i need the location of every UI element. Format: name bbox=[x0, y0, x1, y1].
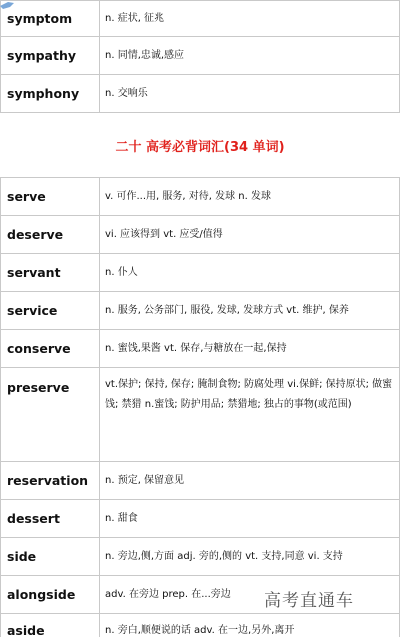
word-cell: aside bbox=[1, 614, 100, 637]
definition-cell: n. 症状, 征兆 bbox=[100, 1, 400, 37]
definition-cell: n. 蜜饯,果酱 vt. 保存,与糖放在一起,保持 bbox=[100, 330, 400, 368]
word-cell: sympathy bbox=[1, 37, 100, 75]
table-row bbox=[1, 292, 400, 330]
word-cell: symphony bbox=[1, 75, 100, 113]
definition-cell: n. 同情,忠诚,感应 bbox=[100, 37, 400, 75]
word-cell: side bbox=[1, 538, 100, 576]
vocab-table-main bbox=[0, 177, 400, 637]
definition-cell: n. 甜食 bbox=[100, 500, 400, 538]
word-cell: serve bbox=[1, 178, 100, 216]
definition-cell: n. 旁白,顺便说的话 adv. 在一边,另外,离开 bbox=[100, 614, 400, 637]
section-title: 二十 高考必背词汇(34 单词) bbox=[115, 139, 285, 155]
table-row bbox=[1, 75, 400, 113]
word-cell: dessert bbox=[1, 500, 100, 538]
table-row bbox=[1, 37, 400, 75]
vocab-table-top bbox=[0, 0, 400, 113]
table-row bbox=[1, 1, 400, 37]
table-row bbox=[1, 216, 400, 254]
table-row bbox=[1, 614, 400, 637]
table-row bbox=[1, 462, 400, 500]
word-cell: alongside bbox=[1, 576, 100, 614]
word-cell: symptom bbox=[1, 1, 100, 37]
table-row bbox=[1, 538, 400, 576]
word-cell: conserve bbox=[1, 330, 100, 368]
word-cell: deserve bbox=[1, 216, 100, 254]
word-cell: service bbox=[1, 292, 100, 330]
definition-cell: vt.保护; 保持, 保存; 腌制食物; 防腐处理 vi.保鲜; 保持原状; 做蜜饯; 禁猎 n.蜜饯; 防护用品; 禁猎地; 独占的事物(或范围) bbox=[100, 368, 400, 462]
table-row bbox=[1, 330, 400, 368]
word-cell: preserve bbox=[1, 368, 100, 462]
corner-mark-icon bbox=[0, 0, 14, 10]
definition-cell: n. 服务, 公务部门, 服役, 发球, 发球方式 vt. 维护, 保养 bbox=[100, 292, 400, 330]
definition-cell: vi. 应该得到 vt. 应受/值得 bbox=[100, 216, 400, 254]
word-cell: servant bbox=[1, 254, 100, 292]
table-row bbox=[1, 254, 400, 292]
table-row bbox=[1, 368, 400, 462]
table-row bbox=[1, 178, 400, 216]
definition-cell: n. 仆人 bbox=[100, 254, 400, 292]
definition-cell: v. 可作...用, 服务, 对待, 发球 n. 发球 bbox=[100, 178, 400, 216]
definition-cell: n. 预定, 保留意见 bbox=[100, 462, 400, 500]
definition-cell: n. 旁边,侧,方面 adj. 旁的,侧的 vt. 支持,同意 vi. 支持 bbox=[100, 538, 400, 576]
table-row bbox=[1, 500, 400, 538]
watermark-text: 高考直通车 bbox=[264, 591, 354, 611]
word-cell: reservation bbox=[1, 462, 100, 500]
definition-cell: adv. 在旁边 prep. 在...旁边 bbox=[100, 576, 400, 614]
definition-cell: n. 交响乐 bbox=[100, 75, 400, 113]
